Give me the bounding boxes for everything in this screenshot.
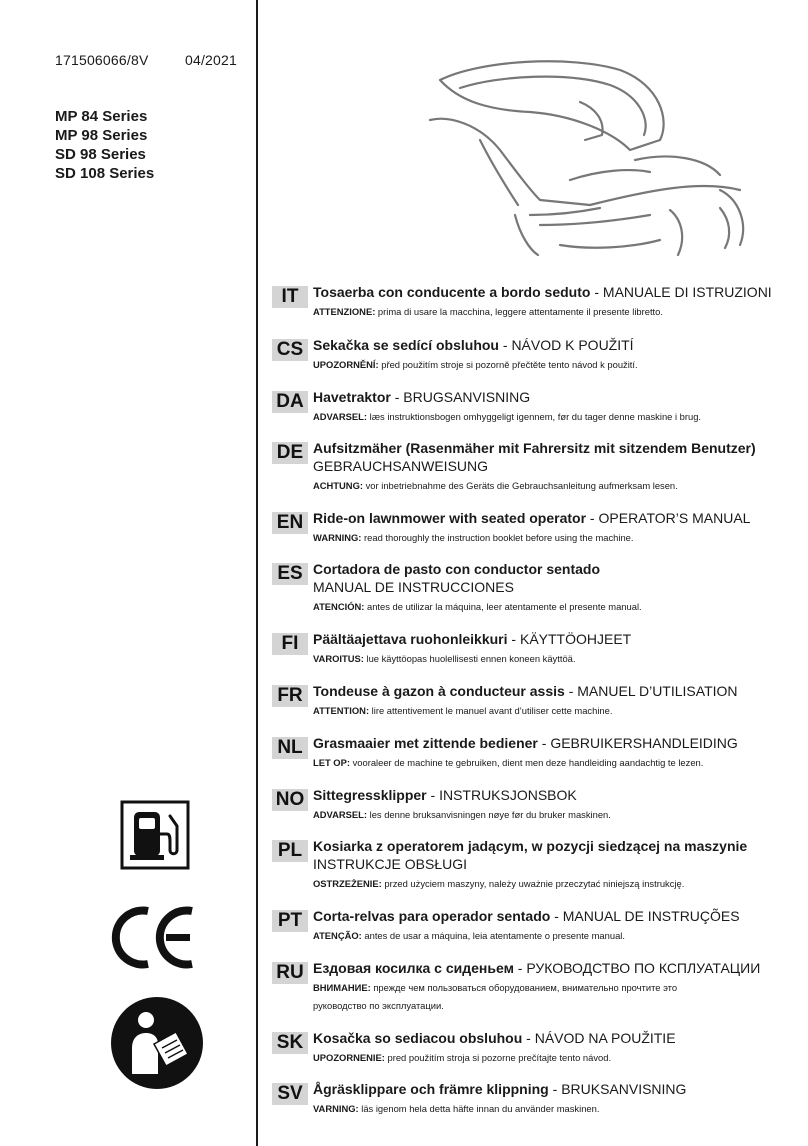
entry-warning: WARNING: read thoroughly the instruction booklet before using the machine. [313, 532, 634, 543]
entry-warning: OSTRZEŻENIE: przed użyciem maszyny, należy uważnie przeczytać niniejszą instrukcję. [313, 878, 685, 889]
language-code-badge: RU [272, 962, 308, 984]
document-code: 171506066/8V [55, 52, 149, 68]
document-meta [55, 52, 238, 68]
ride-on-mower-illustration [420, 40, 760, 280]
entry-warning: UPOZORNĚNÍ: před použitím stroje si pozorně přečtěte tento návod k použití. [313, 359, 638, 370]
read-manual-icon [110, 996, 204, 1090]
language-entry-sv [272, 1081, 792, 1118]
language-entry-fi [272, 631, 792, 668]
entry-title: Corta-relvas para operador sentado - MANUAL DE INSTRUÇÕES [313, 908, 740, 924]
language-code-badge: ES [272, 563, 308, 585]
entry-warning: ВНИМАНИЕ: прежде чем пользоваться оборудованием, внимательно прочтите это [313, 982, 678, 993]
entry-warning: ATTENZIONE: prima di usare la macchina, leggere attentamente il presente libretto. [313, 306, 663, 317]
language-code-badge: SV [272, 1083, 308, 1105]
language-entry-fr [272, 683, 792, 720]
language-code-badge: EN [272, 512, 308, 534]
language-entry-cs [272, 337, 792, 374]
language-entry-no [272, 787, 792, 824]
entry-warning: ADVARSEL: les denne bruksanvisningen nøye før du bruker maskinen. [313, 809, 611, 820]
language-entry-de [272, 440, 792, 495]
entry-warning: ATTENTION: lire attentivement le manuel avant d’utiliser cette machine. [313, 705, 613, 716]
entry-title: Sittegressklipper - INSTRUKSJONSBOK [313, 787, 577, 803]
language-code-badge: IT [272, 286, 308, 308]
entry-title: Päältäajettava ruohonleikkuri - KÄYTTÖOHJEET [313, 631, 632, 647]
entry-subtitle: MANUAL DE INSTRUCCIONES [313, 579, 514, 595]
language-entry-pl [272, 838, 792, 893]
entry-title: Ågräsklippare och främre klippning - BRUKSANVISNING [313, 1081, 687, 1097]
language-code-badge: FI [272, 633, 308, 655]
entry-title: Havetraktor - BRUGSANVISNING [313, 389, 531, 405]
document-date: 04/2021 [185, 52, 238, 68]
language-code-badge: PT [272, 910, 308, 932]
entry-title: Tondeuse à gazon à conducteur assis - MANUEL D’UTILISATION [313, 683, 738, 699]
ce-mark-icon [110, 905, 200, 970]
language-code-badge: FR [272, 685, 308, 707]
entry-warning: ADVARSEL: læs instruktionsbogen omhyggeligt igennem, før du tager denne maskine i brug. [313, 411, 702, 422]
series-item: MP 98 Series [55, 127, 148, 144]
language-code-badge: DA [272, 391, 308, 413]
entry-title: Grasmaaier met zittende bediener - GEBRUIKERSHANDLEIDING [313, 735, 738, 751]
language-code-badge: SK [272, 1032, 308, 1054]
entry-title: Cortadora de pasto con conductor sentado [313, 561, 601, 577]
language-code-badge: NL [272, 737, 308, 759]
language-code-badge: CS [272, 339, 308, 361]
entry-warning: ATENÇÃO: antes de usar a máquina, leia atentamente o presente manual. [313, 930, 625, 941]
language-entry-da [272, 389, 792, 426]
entry-title: Aufsitzmäher (Rasenmäher mit Fahrersitz mit sitzendem Benutzer) [313, 440, 756, 456]
series-item: SD 108 Series [55, 165, 155, 182]
entry-title: Ездовая косилка с сиденьем - РУКОВОДСТВО ПО КСПЛУАТАЦИИ [313, 960, 761, 976]
fuel-pump-icon [120, 800, 190, 870]
series-list [55, 107, 154, 183]
entry-title: Sekačka se sedící obsluhou - NÁVOD K POUŽITÍ [313, 337, 634, 353]
language-entry-pt [272, 908, 792, 945]
entry-title: Tosaerba con conducente a bordo seduto - MANUALE DI ISTRUZIONI [313, 284, 772, 300]
entry-warning: VARNING: läs igenom hela detta häfte innan du använder maskinen. [313, 1103, 600, 1114]
vertical-divider [256, 0, 258, 1146]
language-entry-it [272, 284, 792, 321]
entry-warning: UPOZORNENIE: pred použitím stroja si pozorne prečítajte tento návod. [313, 1052, 612, 1063]
entry-title: Ride-on lawnmower with seated operator - OPERATOR’S MANUAL [313, 510, 751, 526]
entry-title: Kosiarka z operatorem jadącym, w pozycji siedzącej na maszynie [313, 838, 748, 854]
entry-warning-continued: руководство по эксплуатации. [313, 1000, 444, 1011]
language-entry-es [272, 561, 792, 616]
series-item: SD 98 Series [55, 146, 146, 163]
language-entry-sk [272, 1030, 792, 1067]
entry-subtitle: INSTRUKCJE OBSŁUGI [313, 856, 468, 872]
language-entry-nl [272, 735, 792, 772]
language-code-badge: PL [272, 840, 308, 862]
language-code-badge: NO [272, 789, 308, 811]
entry-warning: ATENCIÓN: antes de utilizar la máquina, leer atentamente el presente manual. [313, 601, 642, 612]
series-item: MP 84 Series [55, 108, 148, 125]
language-entry-ru [272, 960, 792, 1015]
entry-warning: ACHTUNG: vor inbetriebnahme des Geräts die Gebrauchsanleitung aufmerksam lesen. [313, 480, 678, 491]
language-entry-en [272, 510, 792, 547]
entry-warning: LET OP: vooraleer de machine te gebruiken, dient men deze handleiding aandachtig te lezen. [313, 757, 704, 768]
language-code-badge: DE [272, 442, 308, 464]
entry-title: Kosačka so sediacou obsluhou - NÁVOD NA POUŽITIE [313, 1030, 676, 1046]
entry-subtitle: GEBRAUCHSANWEISUNG [313, 458, 489, 474]
entry-warning: VAROITUS: lue käyttöopas huolellisesti ennen koneen käyttöä. [313, 653, 576, 664]
